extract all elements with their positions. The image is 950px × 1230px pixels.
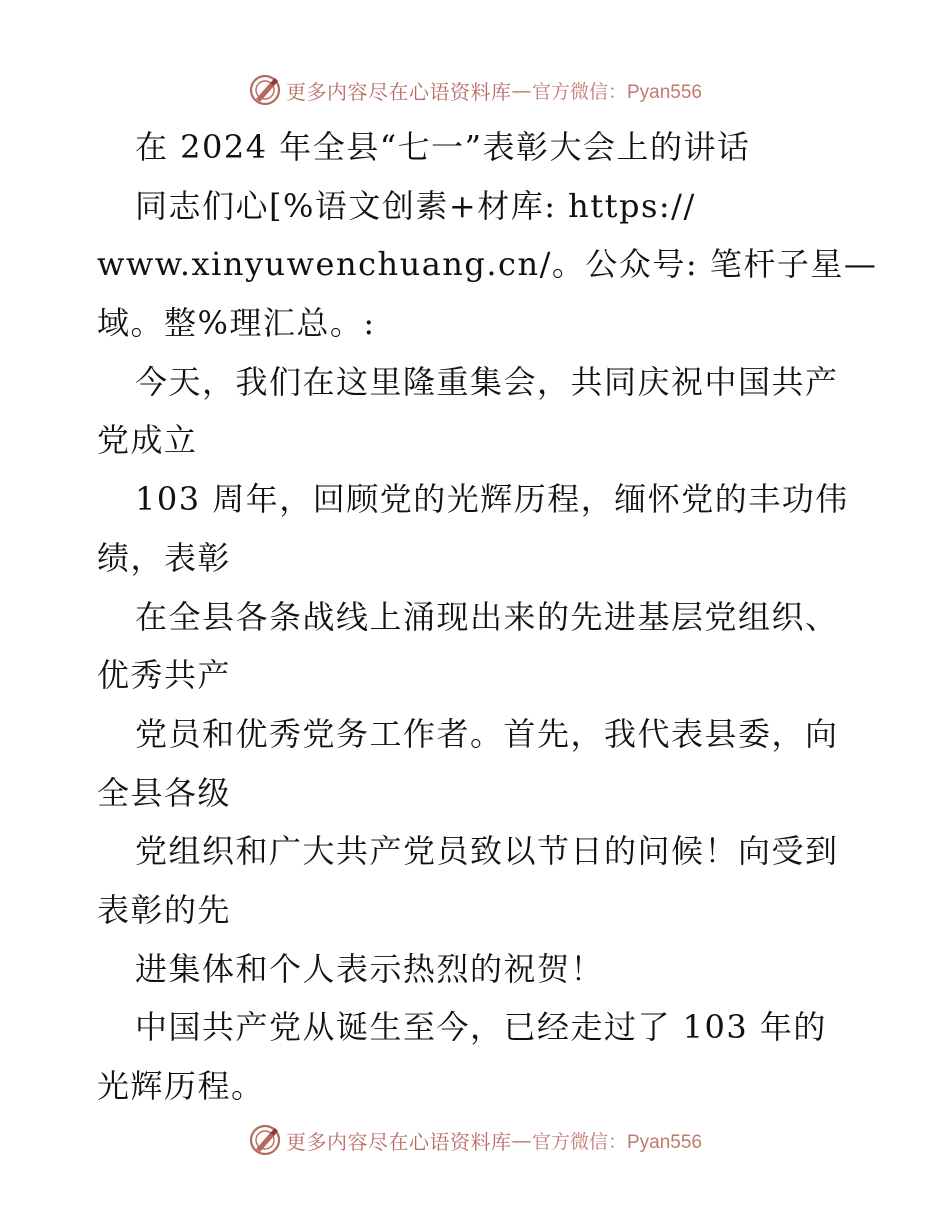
document-title: 在 2024 年全县“七一”表彰大会上的讲话 [135, 128, 751, 166]
banner-title: 更多内容尽在心语资料库 [285, 79, 512, 104]
paragraph-line: www.xinyuwenchuang.cn/。公众号: 笔杆子星— [97, 245, 878, 284]
pen-logo-icon [248, 73, 282, 107]
paragraph-line: 在全县各条战线上涌现出来的先进基层党组织、 [135, 597, 839, 636]
paragraph-line: 光辉历程。 [97, 1067, 265, 1105]
paragraph-line: 党成立 [97, 421, 198, 460]
banner-separator: — [511, 1128, 532, 1152]
paragraph-line: 进集体和个人表示热烈的祝贺！ [135, 949, 605, 988]
paragraph-line: 党员和优秀党务工作者。首先，我代表县委，向 [135, 714, 839, 753]
banner-separator: — [511, 78, 532, 102]
banner-title: 更多内容尽在心语资料库 [285, 1129, 512, 1154]
pen-logo-icon [248, 1123, 282, 1157]
paragraph-line: 中国共产党从诞生至今，已经走过了 103 年的 [135, 1008, 827, 1047]
paragraph-line: 今天，我们在这里隆重集会，共同庆祝中国共产 [135, 362, 839, 401]
paragraph-line: 域。整%理汇总。: [97, 304, 376, 343]
paragraph-line: 全县各级 [97, 773, 232, 812]
paragraph-line: 党组织和广大共产党员致以节日的问候！向受到 [135, 832, 839, 871]
document-body [97, 118, 878, 1116]
paragraph-line: 表彰的先 [97, 890, 232, 929]
footer-banner [0, 1120, 950, 1160]
header-banner [0, 70, 950, 110]
paragraph-line: 同志们心[%语文创素+材库: https:// [135, 186, 696, 225]
paragraph-line: 绩，表彰 [97, 538, 232, 577]
paragraph-line: 103 周年，回顾党的光辉历程，缅怀党的丰功伟 [135, 480, 849, 519]
banner-wechat: 官方微信：Pyan556 [531, 81, 702, 103]
banner-wechat: 官方微信：Pyan556 [531, 1131, 702, 1153]
paragraph-line: 优秀共产 [97, 656, 232, 695]
